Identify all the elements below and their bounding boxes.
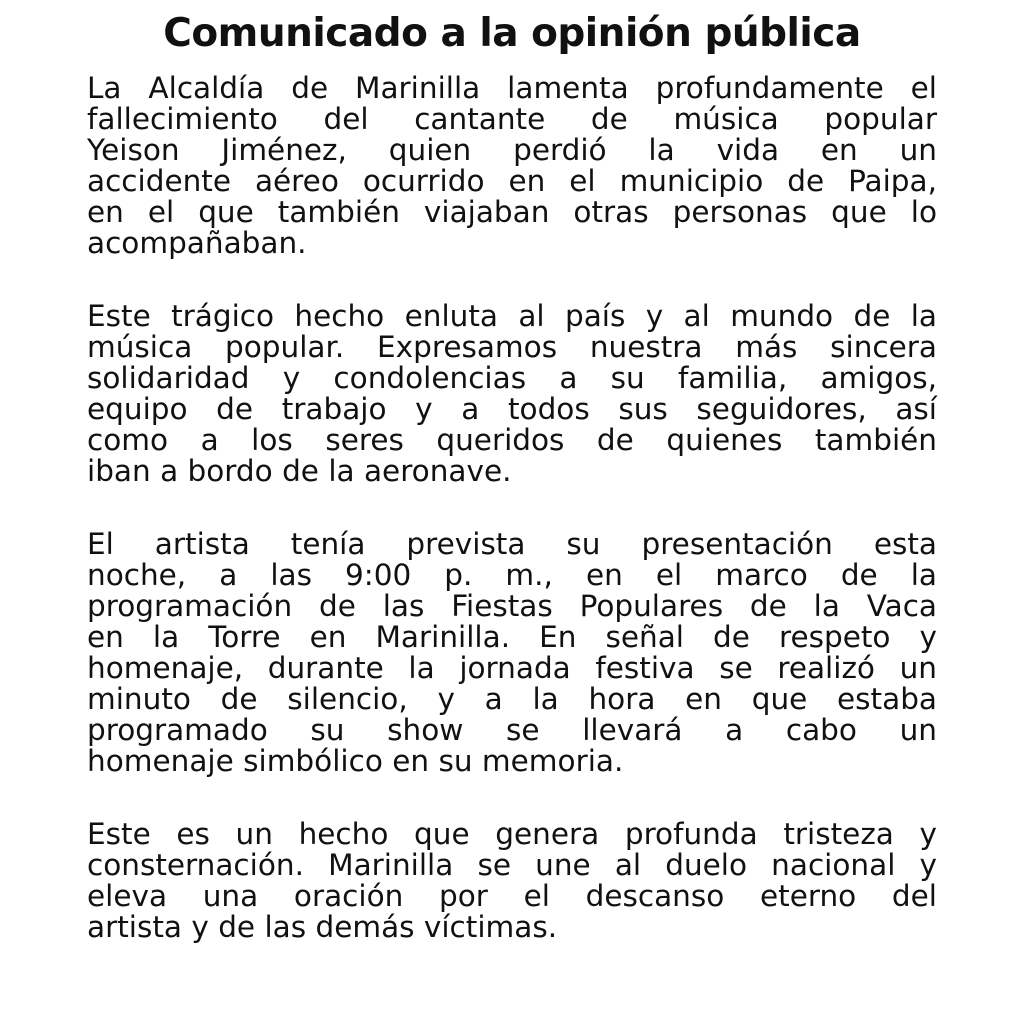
text-line: acompañaban. [87, 226, 307, 260]
text-line: artista y de las demás víctimas. [87, 910, 558, 944]
text-line: programado su show se llevará a cabo un [87, 713, 937, 747]
text-line: en el que también viajaban otras personas que lo [87, 195, 937, 229]
text-line: Yeison Jiménez, quien perdió la vida en un [87, 133, 937, 167]
text-line: La Alcaldía de Marinilla lamenta profundamente el [87, 71, 937, 105]
text-line: minuto de silencio, y a la hora en que estaba [87, 682, 937, 716]
paragraph-mourning [87, 819, 937, 943]
text-line: El artista tenía prevista su presentación esta [87, 527, 937, 561]
text-line: música popular. Expresamos nuestra más sincera [87, 330, 937, 364]
communique-body [87, 73, 937, 943]
text-line: equipo de trabajo y a todos sus seguidores, así [87, 392, 937, 426]
text-line: solidaridad y condolencias a su familia, amigos, [87, 361, 937, 395]
paragraph-solidarity [87, 301, 937, 487]
text-line: como a los seres queridos de quienes también [87, 423, 937, 457]
text-line: noche, a las 9:00 p. m., en el marco de la [87, 558, 937, 592]
text-line: homenaje simbólico en su memoria. [87, 744, 624, 778]
text-line: eleva una oración por el descanso eterno del [87, 879, 937, 913]
text-line: fallecimiento del cantante de música popular [87, 102, 937, 136]
communique-title: Comunicado a la opinión pública [163, 11, 861, 56]
text-line: en la Torre en Marinilla. En señal de respeto y [87, 620, 937, 654]
text-line: Este trágico hecho enluta al país y al mundo de la [87, 299, 937, 333]
text-line: iban a bordo de la aeronave. [87, 454, 512, 488]
text-line: consternación. Marinilla se une al duelo nacional y [87, 848, 937, 882]
paragraph-condolence [87, 73, 937, 259]
text-line: programación de las Fiestas Populares de la Vaca [87, 589, 937, 623]
text-line: homenaje, durante la jornada festiva se realizó un [87, 651, 937, 685]
text-line: accidente aéreo ocurrido en el municipio de Paipa, [87, 164, 937, 198]
text-line: Este es un hecho que genera profunda tristeza y [87, 817, 937, 851]
paragraph-tribute [87, 529, 937, 777]
